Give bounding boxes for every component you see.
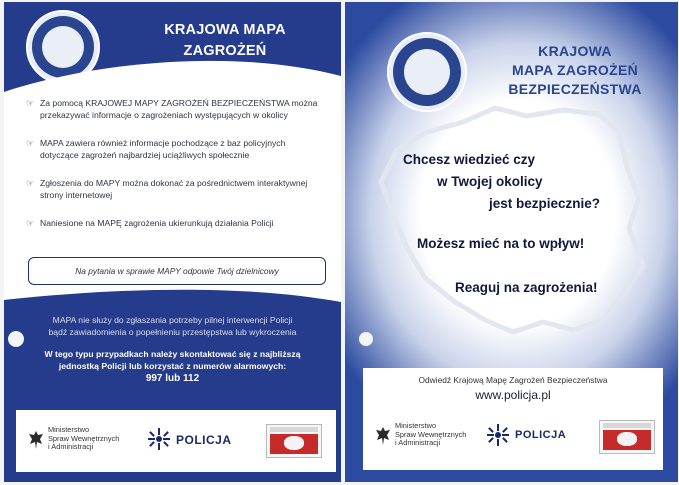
left-footer-logos <box>16 410 336 472</box>
police-logo-text: POLICJA <box>176 433 232 447</box>
visit-text: Odwiedź Krajową Mapę Zagrożeń Bezpieczeństwa <box>418 375 608 385</box>
feature-bullet-list <box>26 98 326 247</box>
slogan-line: Chcesz wiedzieć czy <box>403 152 536 167</box>
emergency-info <box>4 314 341 386</box>
pointing-hand-icon: ☞ <box>26 218 35 228</box>
right-title: KRAJOWA MAPA ZAGROŻEŃ BEZPIECZEŃSTWA <box>508 43 642 97</box>
police-logo-text: POLICJA <box>515 429 567 441</box>
police-star-icon <box>148 428 170 450</box>
pointing-hand-icon: ☞ <box>26 138 35 148</box>
eagle-emblem-icon <box>375 426 391 446</box>
info-line: MAPA nie służy do zgłaszania potrzeby pilnej interwencji Policji <box>52 315 293 325</box>
pointing-hand-icon: ☞ <box>26 98 35 108</box>
question-box: Na pytania w sprawie MAPY odpowie Twój dzielnicowy <box>28 257 326 285</box>
emergency-numbers: 997 lub 112 <box>145 373 200 384</box>
left-leaflet-panel <box>4 2 341 482</box>
info-line: bądź zawiadomienia o popełnieniu przestępstwa lub wykroczenia <box>48 327 297 337</box>
left-title: KRAJOWA MAPA ZAGROŻEŃ <box>164 22 286 59</box>
pointing-hand-icon: ☞ <box>26 178 35 188</box>
eagle-emblem-icon <box>28 430 44 450</box>
right-leaflet-panel <box>345 2 678 482</box>
slogan-line: Możesz mieć na to wpływ! <box>417 236 585 251</box>
website-link[interactable]: www.policja.pl <box>475 388 551 402</box>
map-badge-icon <box>599 420 655 454</box>
ministry-name: Ministerstwo Spraw Wewnętrznych i Administracji <box>48 425 120 452</box>
map-badge-icon <box>266 424 322 458</box>
slogan-line: w Twojej okolicy <box>437 174 543 189</box>
bullet-item: ☞ Naniesione na MAPĘ zagrożenia ukierunkują działania Policji <box>26 218 274 228</box>
bullet-item: ☞ Za pomocą KRAJOWEJ MAPY ZAGROŻEŃ BEZPIECZEŃSTWA można przekazywać informacje o zagrożeniach występujących w okolicy <box>26 98 318 120</box>
bullet-item: ☞ Zgłoszenia do MAPY można dokonać za pośrednictwem interaktywnej strony internetowej <box>26 178 308 200</box>
warning-line: jednostką Policji lub korzystać z numerów alarmowych: <box>58 361 287 371</box>
poland-map-outline <box>367 98 657 348</box>
right-footer <box>363 368 663 470</box>
warning-line: W tego typu przypadkach należy skontaktować się z najbliższą <box>44 349 301 359</box>
police-star-icon <box>487 424 509 446</box>
ministry-name: Ministerstwo Spraw Wewnętrznych i Administracji <box>395 421 467 448</box>
slogan-line: jest bezpiecznie? <box>489 196 601 211</box>
punch-hole <box>359 332 373 346</box>
slogan-line: Reaguj na zagrożenia! <box>455 280 598 295</box>
bullet-item: ☞ MAPA zawiera również informacje pochodzące z baz policyjnych dotyczące zagrożeń najbardziej uciążliwych społecznie <box>26 138 286 160</box>
